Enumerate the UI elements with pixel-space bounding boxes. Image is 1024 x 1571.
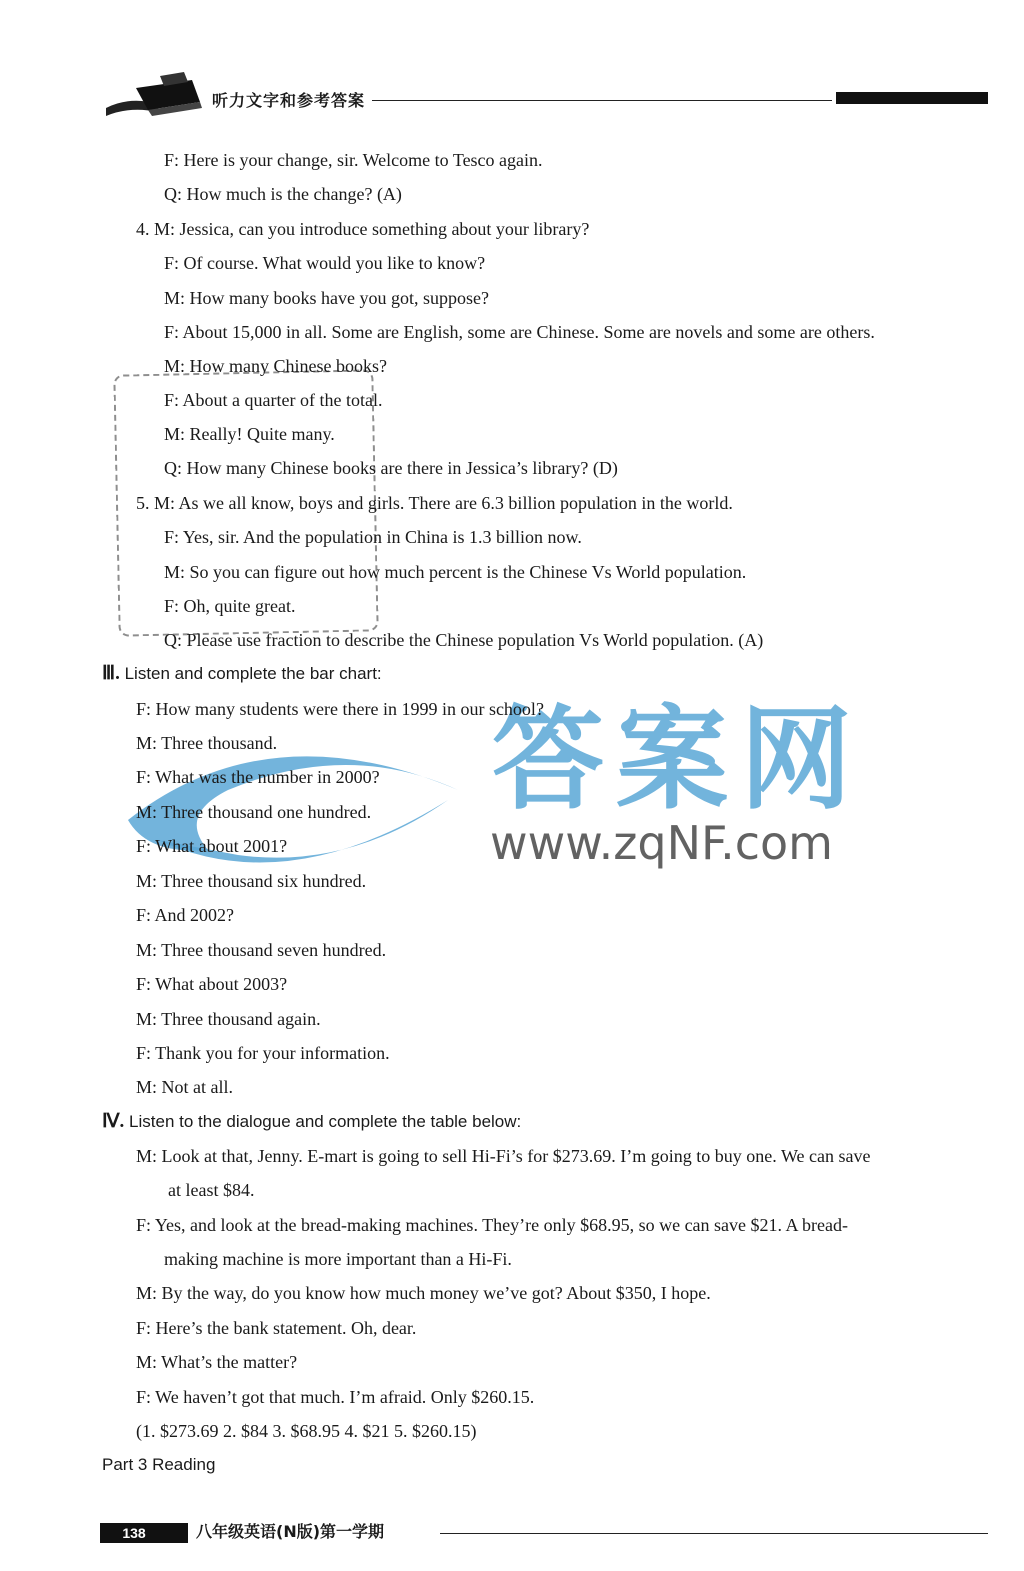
dialogue-line: M: What’s the matter? — [136, 1352, 298, 1372]
dialogue-line: M: Really! Quite many. — [164, 424, 335, 444]
dialogue-line: F: How many students were there in 1999 in our school? — [136, 699, 544, 719]
header-rule — [372, 100, 832, 101]
dialogue-line: F: Here is your change, sir. Welcome to Tesco again. — [164, 150, 543, 170]
footer-book-title: 八年级英语(N版)第一学期 — [196, 1522, 385, 1541]
dialogue-line: F: About 15,000 in all. Some are English, some are Chinese. Some are novels and some are others. — [164, 322, 875, 342]
dialogue-line: Q: How much is the change? (A) — [164, 184, 402, 204]
dialogue-line: F: We haven’t got that much. I’m afraid. Only $260.15. — [136, 1387, 535, 1407]
part-heading: Part 3 Reading — [102, 1455, 216, 1474]
dialogue-line: M: Three thousand seven hundred. — [136, 940, 387, 960]
watermark-chinese: 答案网 — [492, 695, 864, 825]
section-heading-3 — [102, 662, 382, 686]
page-header — [0, 0, 1024, 130]
section-title: Listen and complete the bar chart: — [124, 664, 382, 683]
dialogue-line: F: Thank you for your information. — [136, 1043, 390, 1063]
header-title: 听力文字和参考答案 — [212, 91, 366, 110]
page-footer — [0, 1515, 1024, 1555]
dialogue-line: F: Yes, and look at the bread-making machines. They’re only $68.95, so we can save $21. A bread- — [136, 1215, 849, 1235]
dialogue-line: M: Look at that, Jenny. E-mart is going to sell Hi-Fi’s for $273.69. I’m going to buy one. We can save — [136, 1146, 871, 1166]
dialogue-line: F: What about 2003? — [136, 974, 288, 994]
dialogue-line: Q: How many Chinese books are there in Jessica’s library? (D) — [164, 458, 618, 478]
dialogue-line: M: How many books have you got, suppose? — [164, 288, 489, 308]
dialogue-line: M: Three thousand. — [136, 733, 278, 753]
dialogue-line: F: And 2002? — [136, 905, 235, 925]
header-bar — [836, 92, 988, 104]
dialogue-line: F: About a quarter of the total. — [164, 390, 383, 410]
dialogue-line: F: Of course. What would you like to know? — [164, 253, 486, 273]
dialogue-line: Q: Please use fraction to describe the Chinese population Vs World population. (A) — [164, 630, 764, 650]
section-heading-4 — [102, 1110, 521, 1134]
dialogue-line: M: How many Chinese books? — [164, 356, 387, 376]
watermark-url: www.zqNF.com — [490, 816, 833, 870]
dialogue-line: at least $84. — [168, 1180, 255, 1200]
dialogue-line: M: Not at all. — [136, 1077, 233, 1097]
dialogue-line: F: What was the number in 2000? — [136, 767, 380, 787]
footer-rule — [440, 1533, 988, 1534]
dialogue-line: 5. M: As we all know, boys and girls. There are 6.3 billion population in the world. — [136, 493, 733, 513]
dialogue-line: M: By the way, do you know how much money we’ve got? About $350, I hope. — [136, 1283, 711, 1303]
answer-line: (1. $273.69 2. $84 3. $68.95 4. $21 5. $260.15) — [136, 1421, 477, 1441]
book-logo-icon — [100, 68, 210, 120]
dialogue-line: F: What about 2001? — [136, 836, 288, 856]
dialogue-line: F: Oh, quite great. — [164, 596, 296, 616]
section-title: Listen to the dialogue and complete the table below: — [129, 1112, 522, 1131]
dialogue-line: F: Here’s the bank statement. Oh, dear. — [136, 1318, 417, 1338]
dialogue-line: 4. M: Jessica, can you introduce something about your library? — [136, 219, 590, 239]
dialogue-line: M: Three thousand six hundred. — [136, 871, 367, 891]
dialogue-line: making machine is more important than a Hi-Fi. — [164, 1249, 512, 1269]
dialogue-line: M: Three thousand one hundred. — [136, 802, 372, 822]
dialogue-line: M: Three thousand again. — [136, 1009, 321, 1029]
dialogue-line: F: Yes, sir. And the population in China is 1.3 billion now. — [164, 527, 582, 547]
page-number: 138 — [100, 1523, 188, 1543]
section-number: Ⅳ. — [102, 1111, 125, 1132]
section-number: Ⅲ. — [102, 663, 120, 684]
dialogue-line: M: So you can figure out how much percent is the Chinese Vs World population. — [164, 562, 747, 582]
